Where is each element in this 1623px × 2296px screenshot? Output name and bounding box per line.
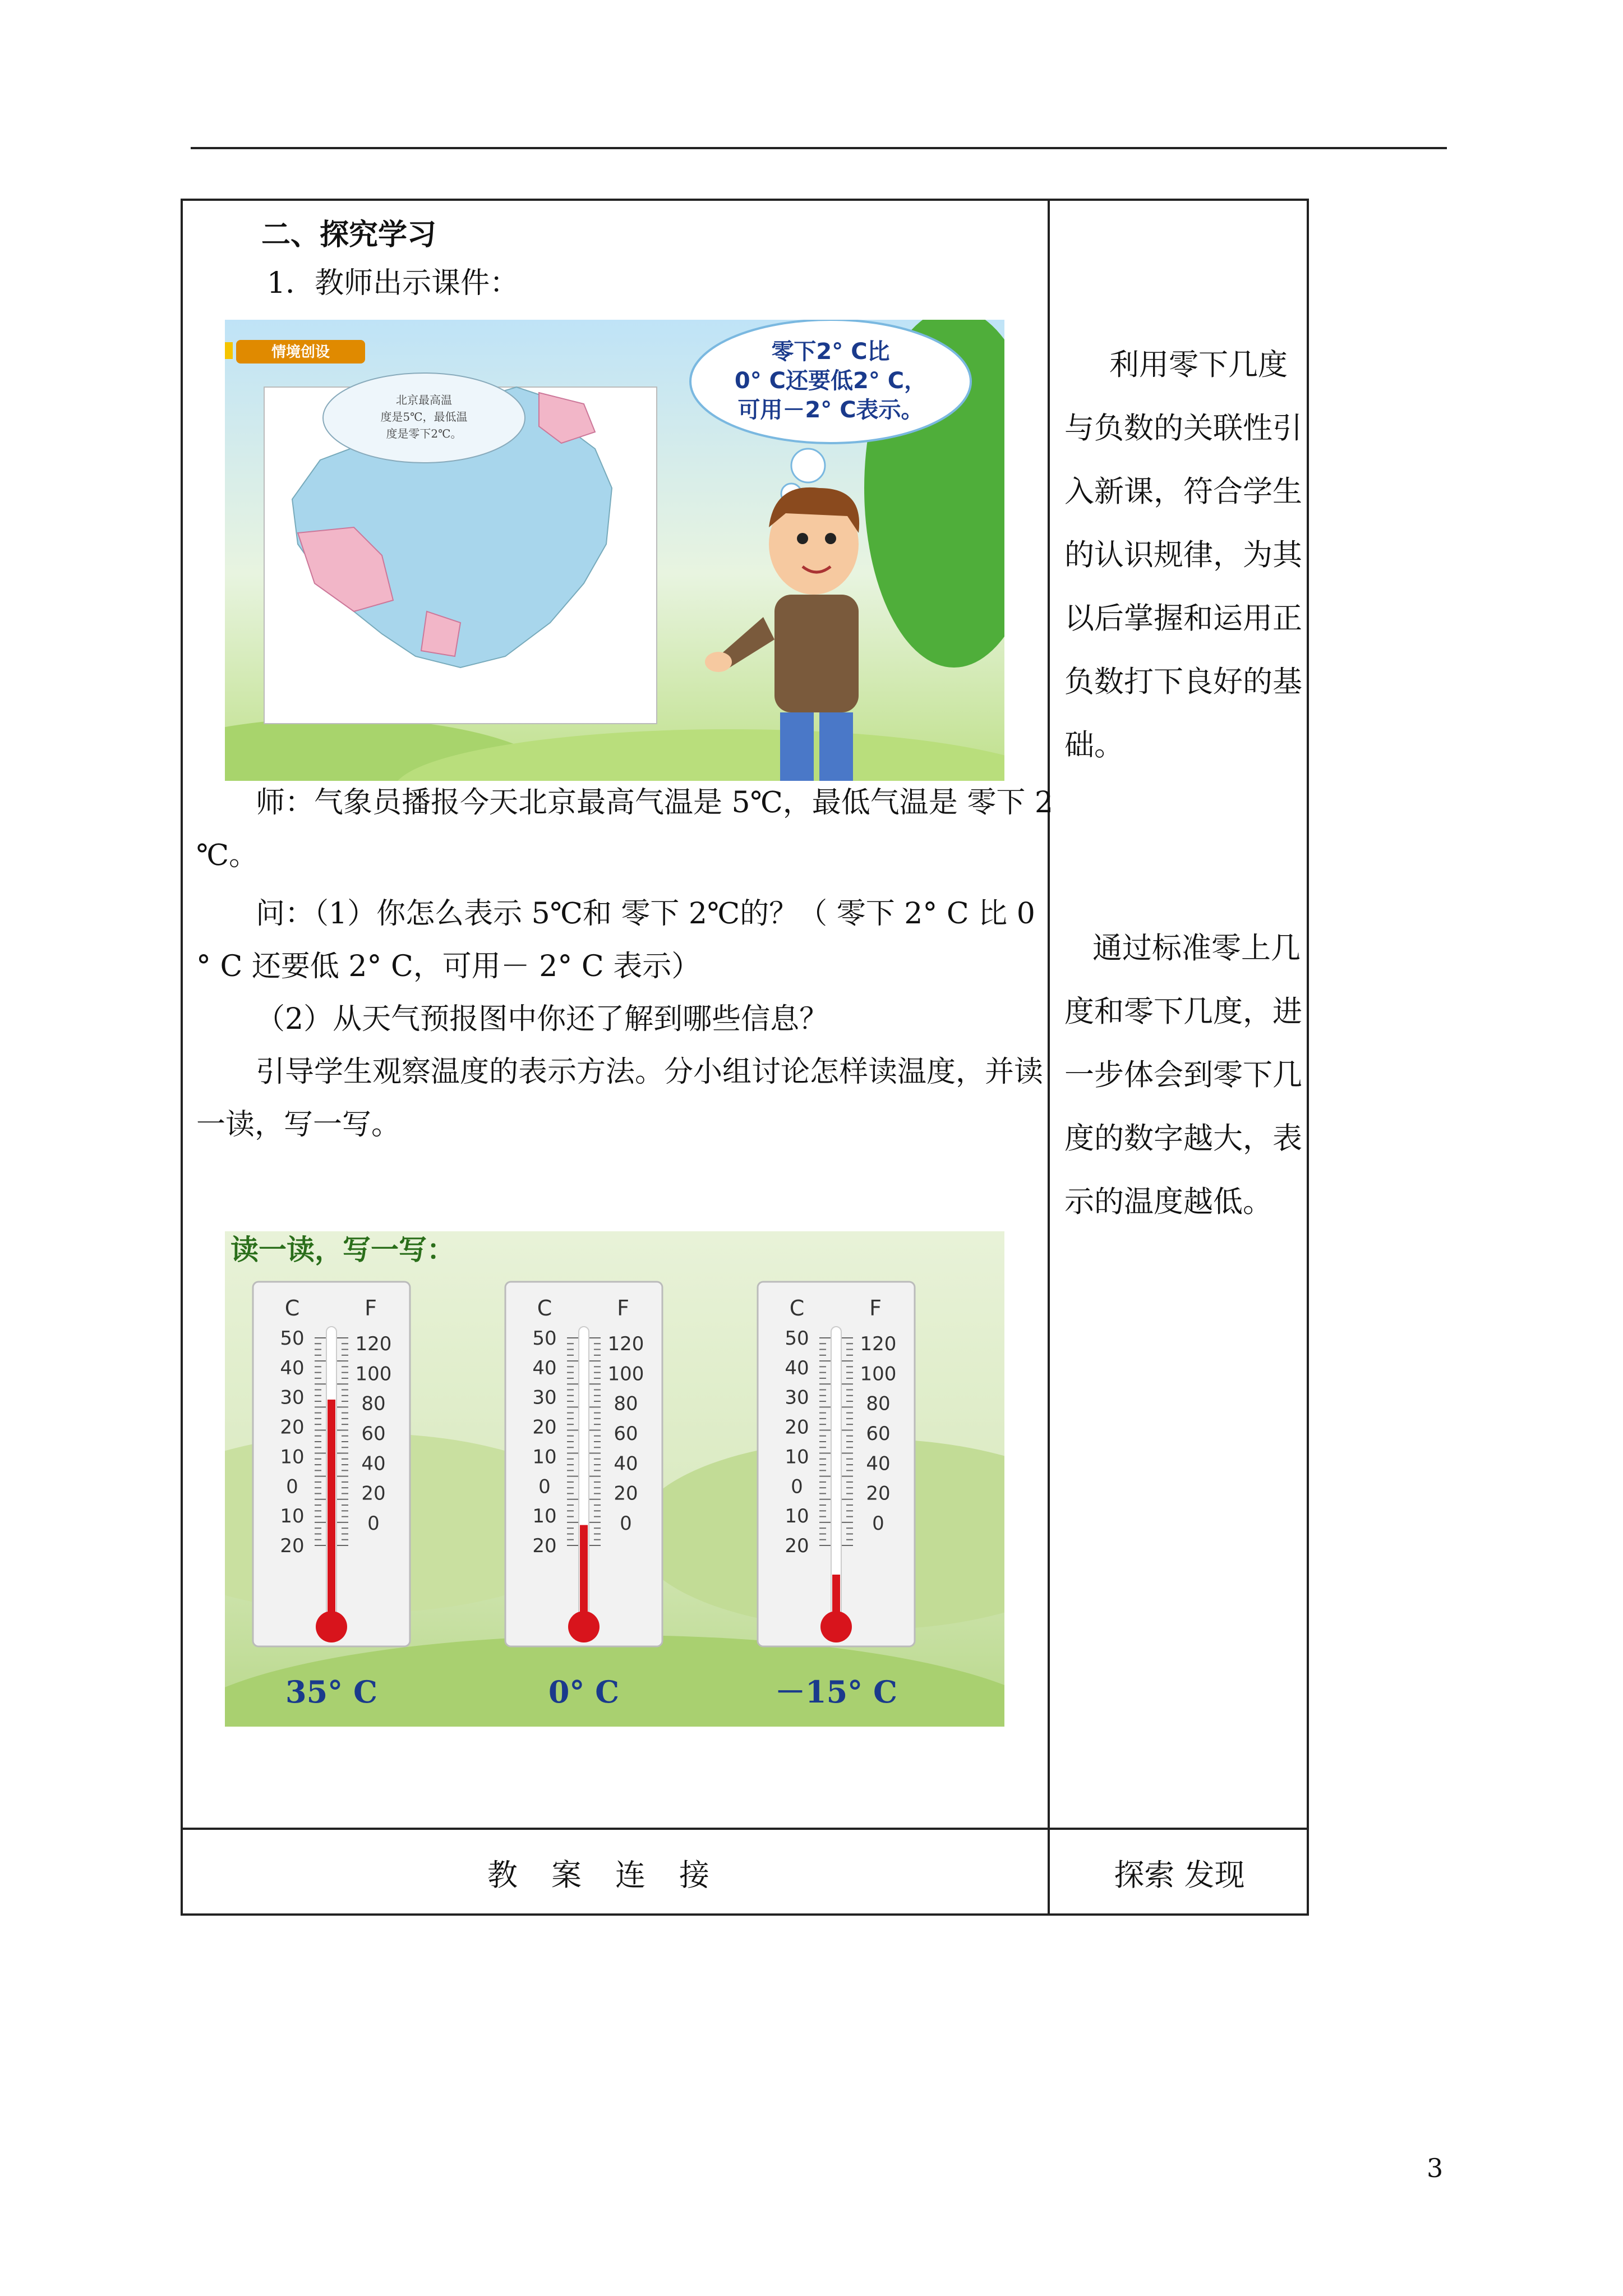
step-one: 1．教师出示课件： <box>267 266 519 300</box>
guide-line-2: 一读，写一写。 <box>196 1108 401 1142</box>
fahrenheit-tick: 60 <box>866 1423 891 1445</box>
celsius-tick: 10 <box>532 1505 557 1528</box>
mercury-column <box>328 1400 335 1618</box>
teaching-note-2: 通过标准零上几度和零下几度，进一步体会到零下几度的数字越大，表示的温度越低。 <box>1064 931 1302 1219</box>
celsius-tick: 40 <box>785 1356 809 1379</box>
unit-f: F <box>869 1296 882 1320</box>
fahrenheit-tick: 40 <box>866 1452 891 1475</box>
fahrenheit-tick: 120 <box>607 1333 644 1355</box>
thermometer-label: －15° C <box>775 1674 897 1710</box>
speech-line2: 0° C还要低2° C， <box>734 368 927 394</box>
fahrenheit-tick: 80 <box>614 1392 638 1415</box>
celsius-tick: 10 <box>785 1446 809 1469</box>
header-rule <box>191 147 1447 149</box>
lesson-plan-table <box>181 199 1309 1916</box>
celsius-tick: 50 <box>532 1327 557 1350</box>
section-title: 二、探究学习 <box>261 218 437 252</box>
mercury-column <box>580 1525 588 1618</box>
fahrenheit-tick: 0 <box>367 1512 380 1535</box>
fahrenheit-tick: 0 <box>872 1512 884 1535</box>
fahrenheit-tick: 40 <box>614 1452 638 1475</box>
fahrenheit-tick: 20 <box>614 1482 638 1505</box>
thermometer-label: 35° C <box>285 1674 377 1710</box>
fahrenheit-tick: 120 <box>860 1333 897 1355</box>
page-number: 3 <box>1427 2153 1444 2183</box>
courseware-map-image <box>225 320 1004 781</box>
unit-c: C <box>284 1296 300 1320</box>
celsius-tick: 30 <box>785 1386 809 1409</box>
fahrenheit-tick: 120 <box>355 1333 392 1355</box>
fahrenheit-tick: 20 <box>866 1482 891 1505</box>
map-note-line3: 度是零下2℃。 <box>386 427 462 440</box>
celsius-tick: 20 <box>280 1535 305 1557</box>
unit-c: C <box>789 1296 805 1320</box>
celsius-tick: 40 <box>532 1356 557 1379</box>
celsius-tick: 20 <box>532 1416 557 1439</box>
celsius-tick: 20 <box>532 1535 557 1557</box>
unit-f: F <box>365 1296 377 1320</box>
fahrenheit-tick: 80 <box>866 1392 891 1415</box>
thermometer <box>505 1282 662 1710</box>
thermometer-label: 0° C <box>548 1674 620 1710</box>
fahrenheit-tick: 60 <box>614 1423 638 1445</box>
question-two: （2）从天气预报图中你还了解到哪些信息？ <box>256 1002 829 1036</box>
thermo-title: 读一读，写一写： <box>230 1234 455 1266</box>
celsius-tick: 30 <box>532 1386 557 1409</box>
celsius-tick: 50 <box>785 1327 809 1350</box>
fahrenheit-tick: 20 <box>361 1482 386 1505</box>
celsius-tick: 20 <box>785 1416 809 1439</box>
thermometer-bulb <box>820 1611 852 1642</box>
map-note-line2: 度是5℃，最低温 <box>380 410 468 424</box>
footer-lesson-link: 教案连接 <box>487 1857 743 1893</box>
fahrenheit-tick: 100 <box>607 1363 644 1386</box>
teacher-line-2: ℃。 <box>196 839 259 872</box>
celsius-tick: 0 <box>791 1475 803 1498</box>
fahrenheit-tick: 0 <box>620 1512 632 1535</box>
guide-line-1: 引导学生观察温度的表示方法。分小组讨论怎样读温度，并读 <box>256 1055 1044 1089</box>
celsius-tick: 10 <box>280 1505 305 1528</box>
celsius-tick: 40 <box>280 1356 305 1379</box>
speech-line3: 可用－2° C表示。 <box>737 397 924 423</box>
question-one-line-2: ° C 还要低 2° C，可用－ 2° C 表示） <box>196 950 701 983</box>
thermometer-bulb <box>316 1611 347 1642</box>
unit-c: C <box>537 1296 552 1320</box>
column-divider <box>1048 201 1050 1913</box>
fahrenheit-tick: 100 <box>355 1363 392 1386</box>
thermometer <box>758 1282 915 1710</box>
celsius-tick: 20 <box>280 1416 305 1439</box>
celsius-tick: 20 <box>785 1535 809 1557</box>
courseware-thermometer-image <box>225 1231 1004 1727</box>
question-one-line-1: 问：（1）你怎么表示 5℃和 零下 2℃的？（ 零下 2° C 比 0 <box>256 897 1035 931</box>
fahrenheit-tick: 60 <box>361 1423 386 1445</box>
unit-f: F <box>617 1296 629 1320</box>
thermometer <box>253 1282 410 1710</box>
celsius-tick: 0 <box>538 1475 551 1498</box>
celsius-tick: 30 <box>280 1386 305 1409</box>
footer-explore-discover: 探索 发现 <box>1114 1857 1245 1893</box>
celsius-tick: 50 <box>280 1327 305 1350</box>
badge-text: 情境创设 <box>271 344 330 361</box>
celsius-tick: 10 <box>532 1446 557 1469</box>
celsius-tick: 10 <box>280 1446 305 1469</box>
speech-line1: 零下2° C比 <box>771 339 890 365</box>
celsius-tick: 0 <box>286 1475 298 1498</box>
teaching-note-1: 利用零下几度与负数的关联性引入新课，符合学生的认识规律，为其以后掌握和运用正负数打下良好的基础。 <box>1064 348 1302 762</box>
teacher-line-1: 师：气象员播报今天北京最高气温是 5℃，最低气温是 零下 2 <box>256 786 1053 820</box>
fahrenheit-tick: 80 <box>361 1392 386 1415</box>
celsius-tick: 10 <box>785 1505 809 1528</box>
map-note-line1: 北京最高温 <box>396 393 452 407</box>
thermometer-bulb <box>568 1611 600 1642</box>
fahrenheit-tick: 40 <box>361 1452 386 1475</box>
fahrenheit-tick: 100 <box>860 1363 897 1386</box>
